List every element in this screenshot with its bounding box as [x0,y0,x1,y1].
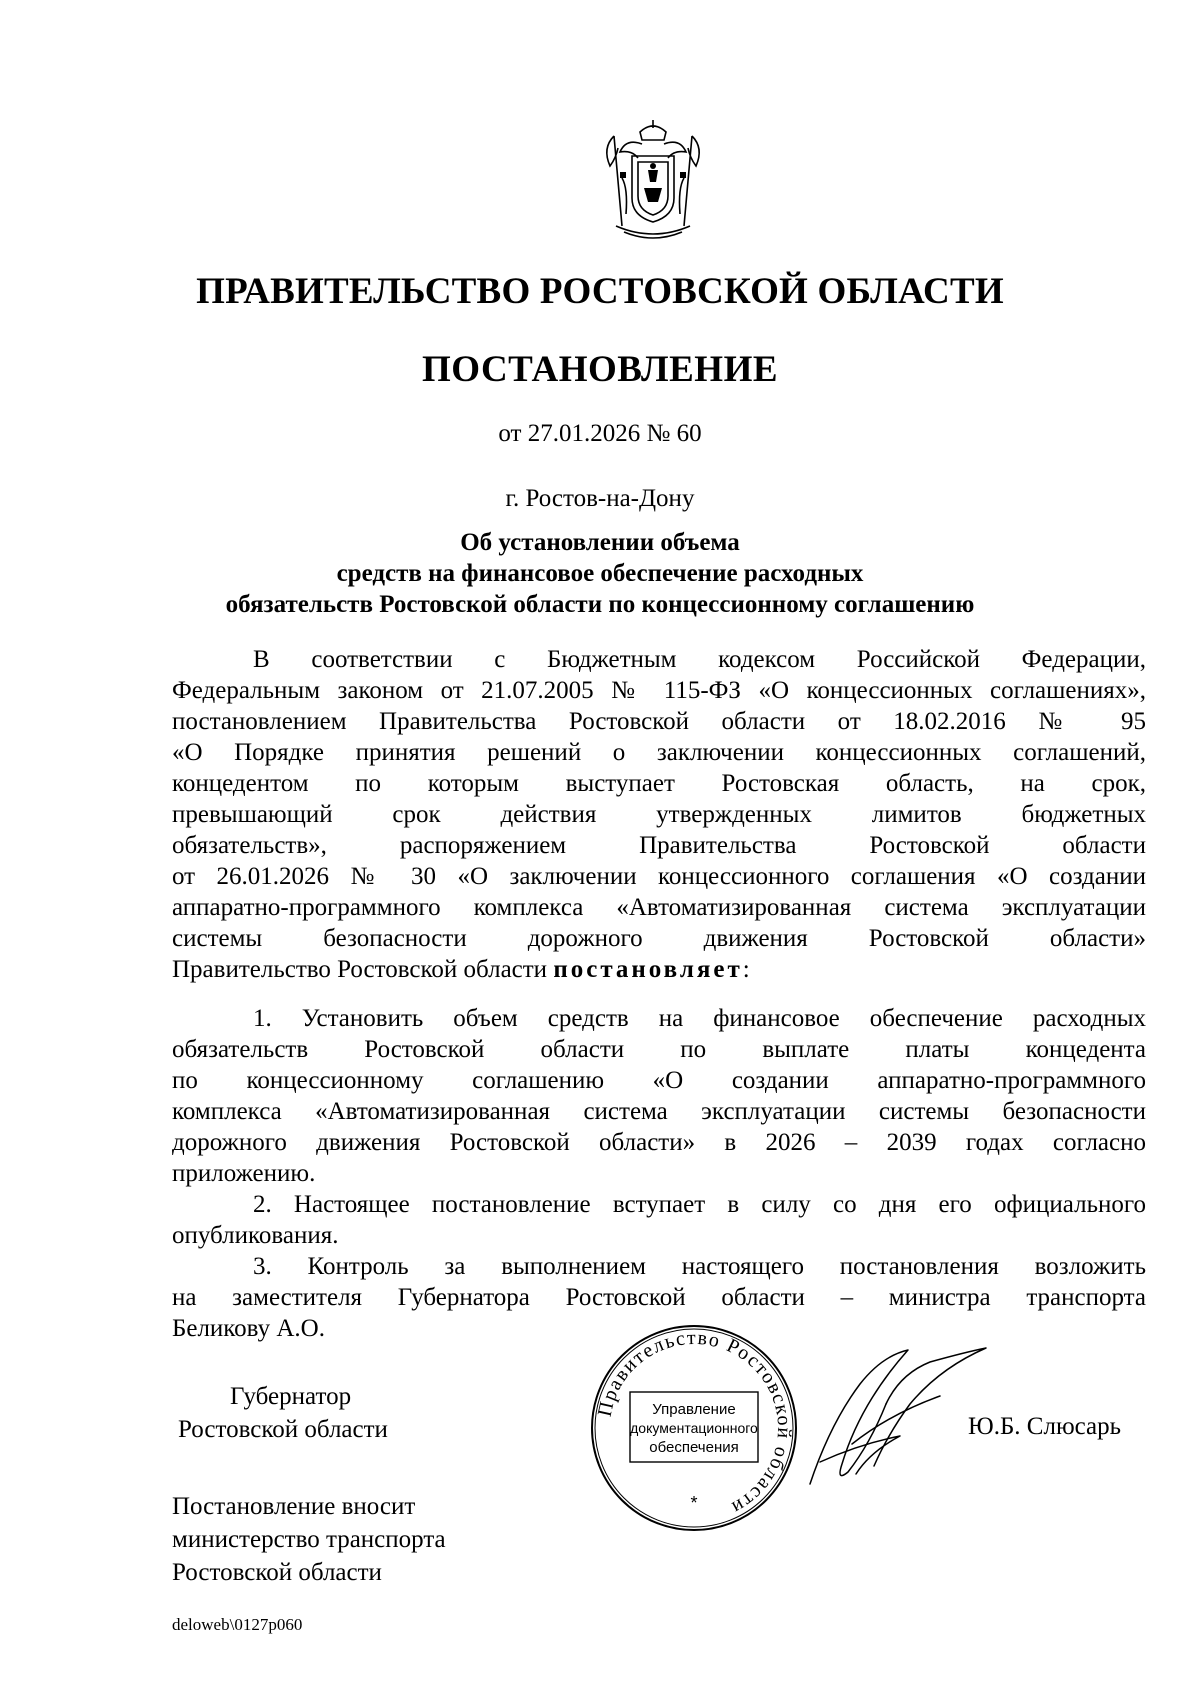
document-subject [0,527,1200,620]
stamp-inner-line2: документационного [630,1420,758,1436]
preamble-line: постановлением Правительства Ростовской области от 18.02.2016 № 95 [172,708,1146,735]
introduced-by-line: министерство транспорта [172,1526,446,1553]
preamble-line: аппаратно-программного комплекса «Автоматизированная система эксплуатации [172,894,1146,921]
preamble-line: от 26.01.2026 № 30 «О заключении концессионного соглашения «О создании [172,863,1146,890]
signatory-title-line1: Губернатор [230,1383,352,1410]
clause-line: на заместителя Губернатора Ростовской области – министра транспорта [172,1284,1146,1311]
file-reference: deloweb\0127p060 [172,1615,303,1634]
stamp-inner-line3: обеспечения [649,1439,739,1456]
clause-1 [172,1003,1146,1189]
preamble-line: «О Порядке принятия решений о заключении концессионных соглашений, [172,739,1146,766]
signatory-title-line2: Ростовской области [178,1416,388,1443]
clause-2 [172,1189,1146,1251]
organization-title: ПРАВИТЕЛЬСТВО РОСТОВСКОЙ ОБЛАСТИ [196,271,1004,312]
clause-line: дорожного движения Ростовской области» в 2026 – 2039 годах согласно [172,1129,1146,1156]
clause-line: приложению. [172,1160,316,1187]
preamble-line: системы безопасности дорожного движения Ростовской области» [172,925,1146,952]
resolves-word: постановляет [553,956,743,983]
stamp-star: * [690,1493,698,1513]
signatory-name: Ю.Б. Слюсарь [968,1413,1122,1440]
clause-line: 3. Контроль за выполнением настоящего постановления возложить [253,1253,1146,1280]
introduced-by-line: Постановление вносит [172,1493,416,1520]
clause-line: 2. Настоящее постановление вступает в силу со дня его официального [253,1191,1146,1218]
handwritten-signature [790,1344,990,1492]
clause-line: 1. Установить объем средств на финансовое обеспечение расходных [253,1005,1146,1032]
coat-of-arms-icon [598,118,708,240]
subject-line: средств на финансовое обеспечение расходных [336,560,864,587]
document-type: ПОСТАНОВЛЕНИЕ [421,349,779,390]
official-stamp [588,1322,800,1534]
clause-line: Беликову А.О. [172,1315,325,1342]
introduced-by [172,1490,446,1589]
preamble [172,644,1146,985]
subject-line: Об установлении объема [460,529,740,556]
signatory-title [172,1380,388,1446]
preamble-line: Федеральным законом от 21.07.2005 № 115-ФЗ «О концессионных соглашениях», [172,677,1146,704]
preamble-line: обязательств», распоряжением Правительства Ростовской области [172,832,1146,859]
subject-line: обязательств Ростовской области по концессионному соглашению [225,591,975,618]
preamble-line: В соответствии с Бюджетным кодексом Российской Федерации, [253,646,1146,673]
stamp-outer-text: Правительство Ростовской области [593,1326,796,1520]
date-number: от 27.01.2026 № 60 [498,420,702,447]
clause-line: обязательств Ростовской области по выплате платы концедента [172,1036,1146,1063]
preamble-line: превышающий срок действия утвержденных лимитов бюджетных [172,801,1146,828]
preamble-closing [172,954,1146,985]
closing-colon: : [742,956,750,983]
city: г. Ростов-на-Дону [505,485,695,512]
clause-line: опубликования. [172,1222,339,1249]
clause-line: комплекса «Автоматизированная система эксплуатации системы безопасности [172,1098,1146,1125]
preamble-line: концедентом по которым выступает Ростовская область, на срок, [172,770,1146,797]
clause-line: по концессионному соглашению «О создании аппаратно-программного [172,1067,1146,1094]
introduced-by-line: Ростовской области [172,1559,382,1586]
stamp-inner-line1: Управление [652,1401,736,1418]
closing-prefix: Правительство Ростовской области [172,956,548,983]
